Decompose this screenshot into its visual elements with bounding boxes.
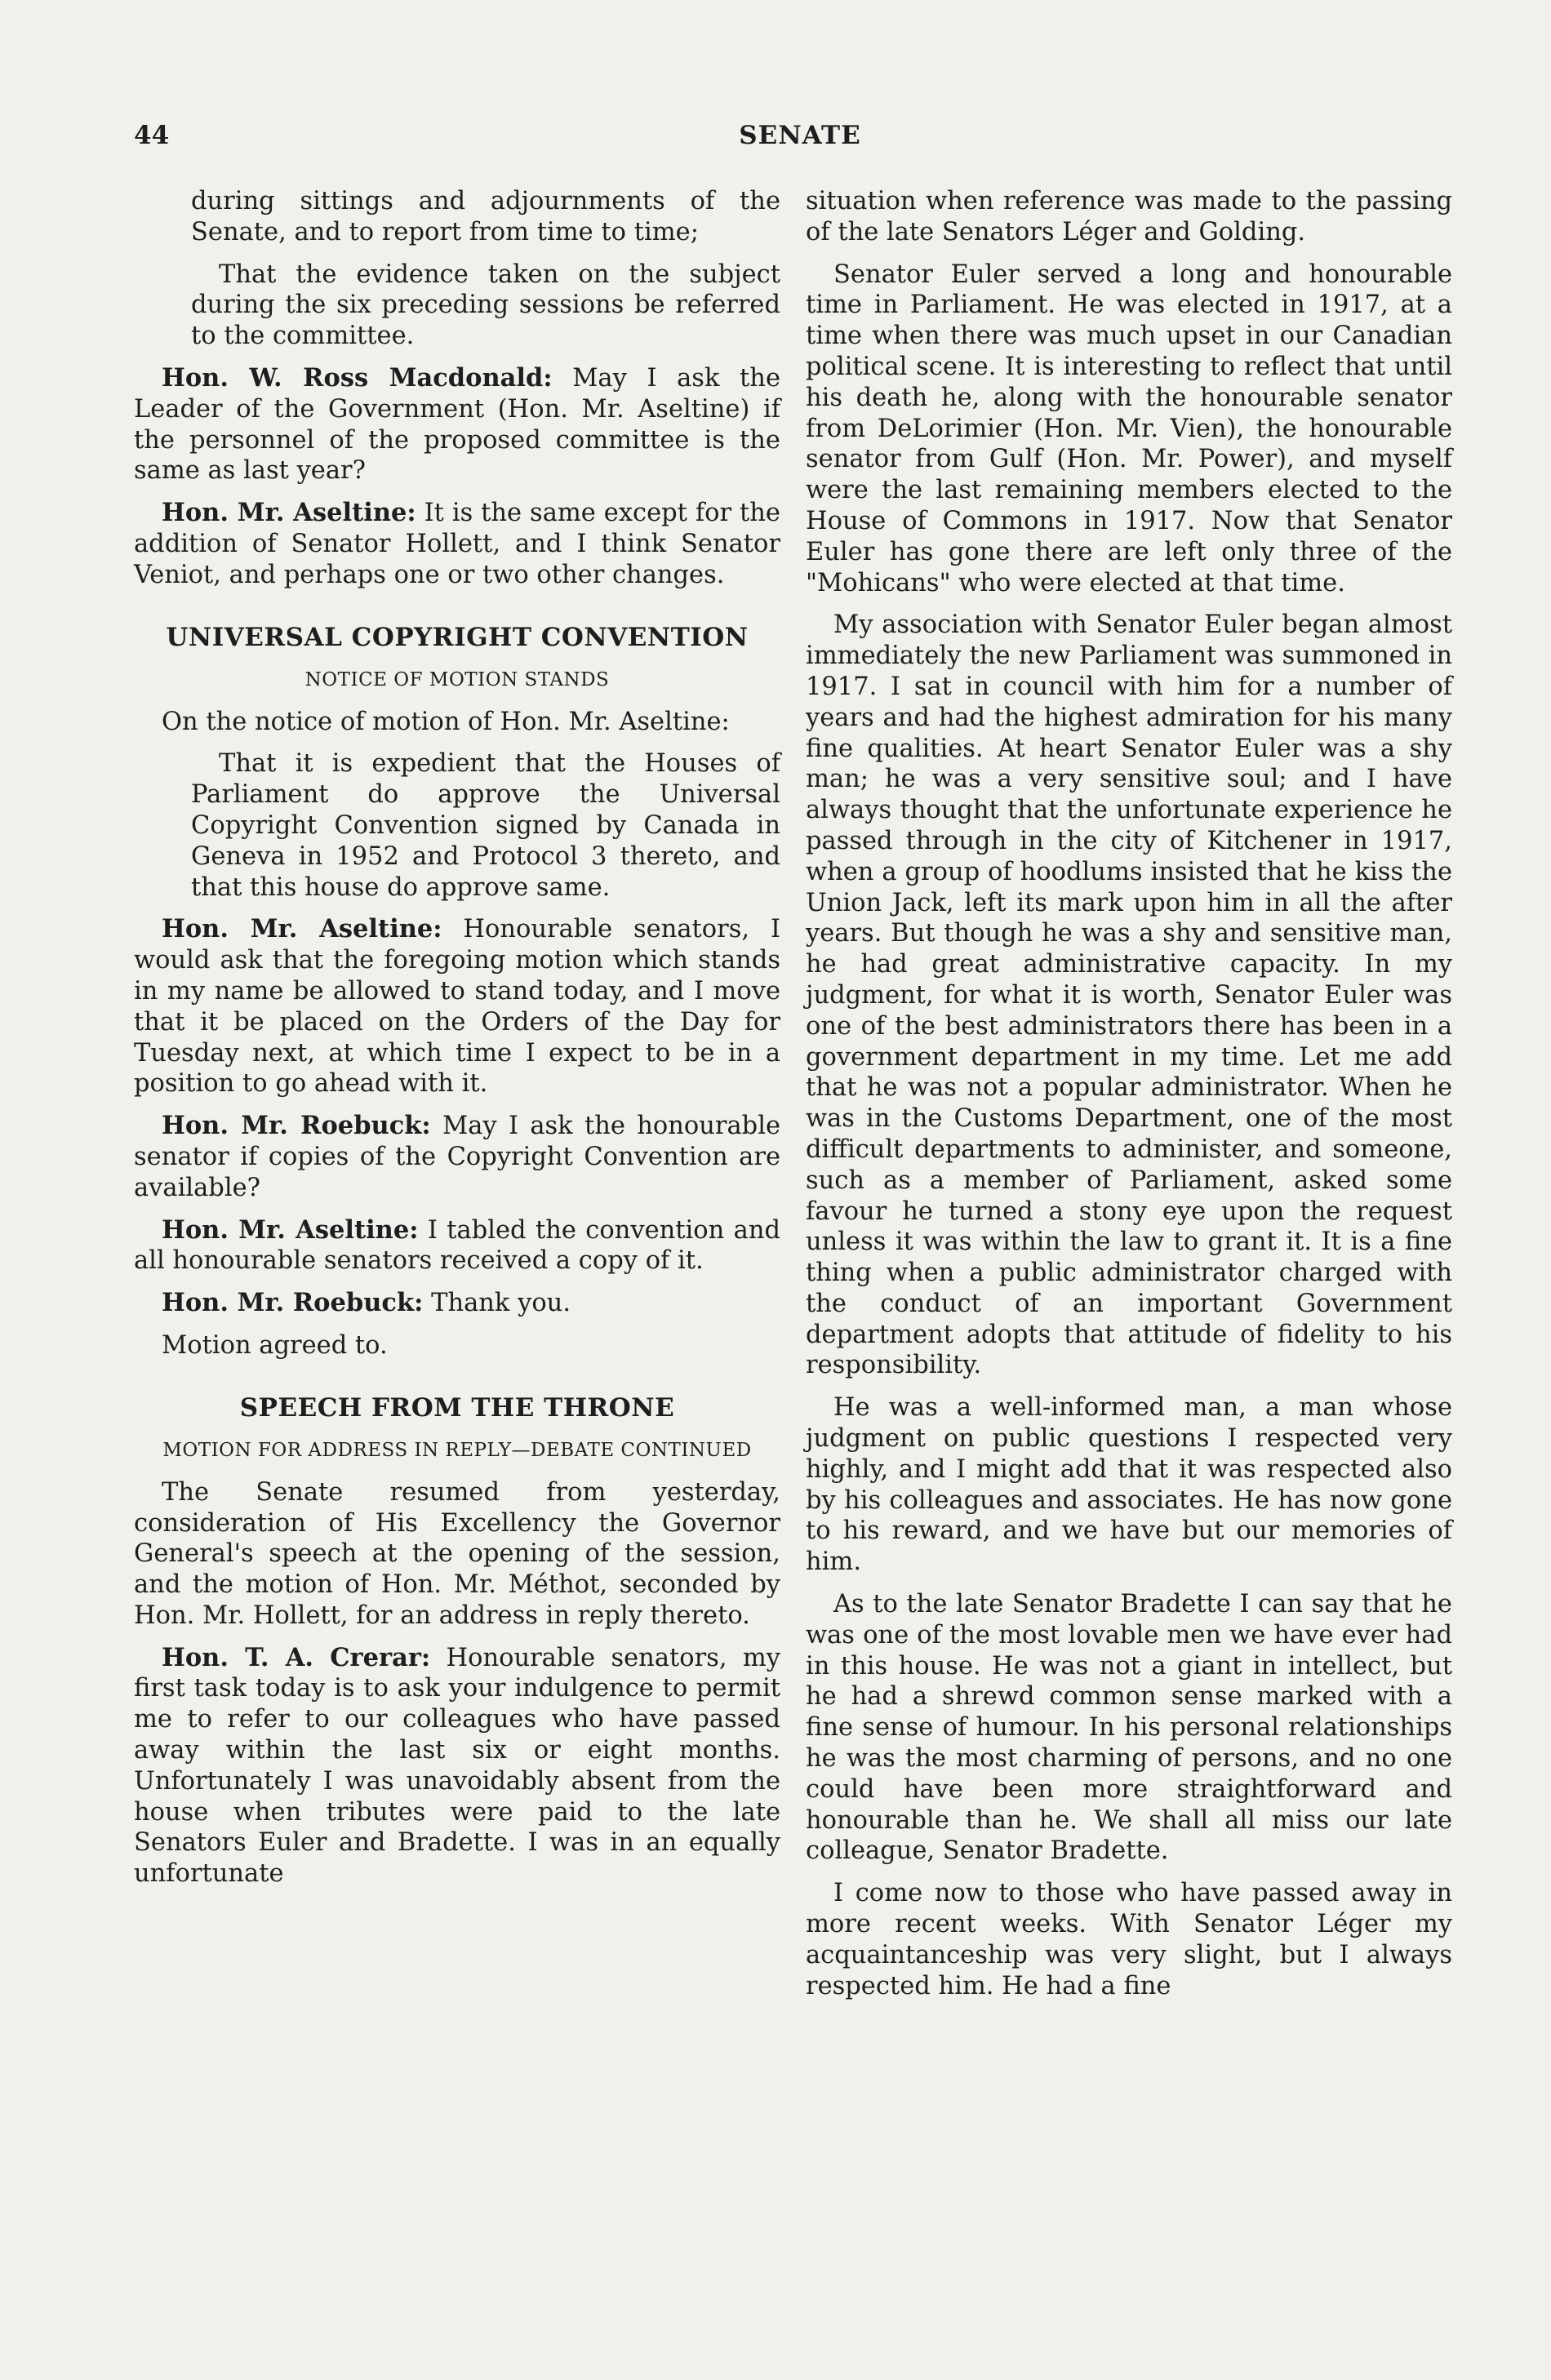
section-heading-copyright: UNIVERSAL COPYRIGHT CONVENTION	[166, 622, 749, 652]
paragraph: My association with Senator Euler began almost immediately the new Parliament was summoned in 1917. I sat in council with him for a number of years and had the highest admiration for his many fine qualities. At heart Senator Euler was a shy man; he was a very sensitive soul; and I have always thought that the unfortunate experience he passed through in the city of Kitchener in 1917, when a group of hoodlums insisted that he kiss the Union Jack, left its mark upon him in all the after years. But though he was a shy and sensitive man, he had great administrative capacity. In my judgment, for what it is worth, Senator Euler was one of the best administrators there has been in a government department in my time. Let me add that he was not a popular administrator. When he was in the Customs Department, one of the most difficult departments to administer, and someone, such as a member of Parliament, asked some favour he turned a stony eye upon the request unless it was within the law to grant it. It is a fine thing when a public administrator charged with the conduct of an important Government department adopts that attitude of fidelity to his responsibility.	[806, 611, 1452, 1380]
paragraph	[134, 1215, 780, 1277]
speaker-name: Hon. Mr. Roebuck:	[162, 1111, 431, 1141]
left-column	[134, 186, 780, 1901]
paragraph	[134, 1111, 780, 1203]
speech-text: I tabled the convention and all honourable senators received a copy of it.	[134, 1215, 780, 1276]
page-header	[134, 121, 1466, 157]
section-subheading-notice: NOTICE OF MOTION STANDS	[304, 668, 610, 690]
section-subheading-debate: MOTION FOR ADDRESS IN REPLY—DEBATE CONTINUED	[162, 1439, 752, 1461]
speaker-name: Hon. Mr. Aseltine:	[162, 498, 416, 528]
paragraph: Motion agreed to.	[162, 1330, 388, 1360]
page-number: 44	[134, 121, 170, 150]
motion-quote-copyright: That it is expedient that the Houses of Parliament do approve the Universal Copyright Convention signed by Canada in Geneva in 1952 and Protocol 3 thereto, and that this house do approve same.	[191, 749, 780, 902]
paragraph: On the notice of motion of Hon. Mr. Aseltine:	[162, 707, 730, 736]
speaker-name: Hon. Mr. Aseltine:	[162, 914, 442, 944]
paragraph: He was a well-informed man, a man whose judgment on public questions I respected very highly, and I might add that it was respected also by his colleagues and associates. He has now gone to his reward, and we have but our memories of him.	[806, 1393, 1452, 1577]
speech-text: Honourable senators, I would ask that the foregoing motion which stands in my name be allowed to stand today, and I move that it be placed on the Orders of the Day for Tuesday next, at which time I expect to be in a position to go ahead with it.	[134, 915, 780, 1099]
paragraph	[134, 1288, 780, 1319]
speech-text: Thank you.	[423, 1289, 571, 1318]
paragraph	[134, 498, 780, 590]
speech-text: It is the same except for the addition of Senator Hollett, and I think Senator Veniot, and perhaps one or two other changes.	[134, 499, 780, 589]
paragraph: The Senate resumed from yesterday, consideration of His Excellency the Governor General's speech at the opening of the session, and the motion of Hon. Mr. Méthot, seconded by Hon. Mr. Hollett, for an address in reply thereto.	[134, 1477, 780, 1630]
paragraph: I come now to those who have passed away in more recent weeks. With Senator Léger my acquaintanceship was very slight, but I always respected him. He had a fine	[806, 1879, 1452, 2000]
speaker-name: Hon. Mr. Aseltine:	[162, 1214, 419, 1245]
speaker-name: Hon. W. Ross Macdonald:	[162, 362, 553, 393]
speaker-name: Hon. Mr. Roebuck:	[162, 1288, 424, 1318]
paragraph	[134, 1643, 780, 1889]
speech-text: May I ask the Leader of the Government (Hon. Mr. Aseltine) if the personnel of the proposed committee is the same as last year?	[134, 363, 780, 486]
speech-text: May I ask the honourable senator if copies of the Copyright Convention are available?	[134, 1112, 781, 1202]
paragraph: situation when reference was made to the passing of the late Senators Léger and Golding.	[806, 187, 1452, 246]
paragraph: As to the late Senator Bradette I can say that he was one of the most lovable men we have ever had in this house. He was not a giant in intellect, but he had a shrewd common sense marked with a fine sense of humour. In his personal relationships he was the most charming of persons, and no one could have been more straightforward and honourable than he. We shall all miss our late colleague, Senator Bradette.	[806, 1590, 1452, 1866]
right-column	[806, 186, 1452, 2013]
page-title: SENATE	[739, 121, 861, 150]
paragraph	[134, 914, 780, 1099]
speech-text: Honourable senators, my first task today is to ask your indulgence to permit me to refer to our colleagues who have passed away within the last six or eight months. Unfortunately I was unavoidably absent from the house when tributes were paid to the late Senators Euler and Bradette. I was in an equally unfortunate	[134, 1643, 780, 1889]
speaker-name: Hon. T. A. Crerar:	[162, 1642, 431, 1672]
motion-quote-evidence: That the evidence taken on the subject during the six preceding sessions be referred to the committee.	[191, 260, 780, 351]
motion-quote-continued: during sittings and adjournments of the Senate, and to report from time to time;	[191, 187, 780, 246]
section-heading-throne: SPEECH FROM THE THRONE	[239, 1392, 675, 1423]
paragraph	[134, 363, 780, 486]
paragraph: Senator Euler served a long and honourable time in Parliament. He was elected in 1917, at a time when there was much upset in our Canadian political scene. It is interesting to reflect that until his death he, along with the honourable senator from DeLorimier (Hon. Mr. Vien), the honourable senator from Gulf (Hon. Mr. Power), and myself were the last remaining members elected to the House of Commons in 1917. Now that Senator Euler has gone there are left only three of the "Mohicans" who were elected at that time.	[806, 260, 1452, 597]
